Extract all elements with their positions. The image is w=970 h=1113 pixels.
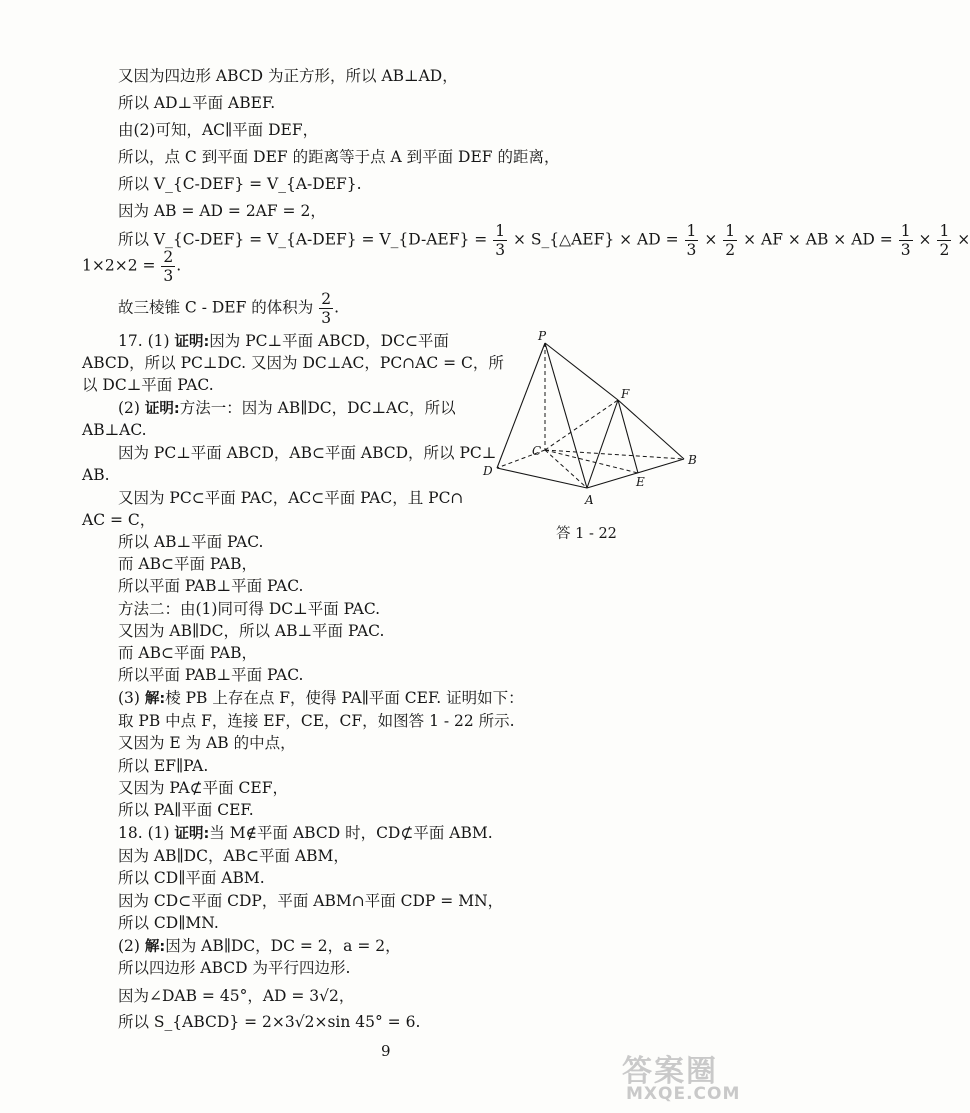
q18-part1-line: 18. (1) 证明:当 M∉平面 ABCD 时，CD⊄平面 ABM. [118,824,493,842]
vertex-label-a: A [585,493,594,507]
text-line: 所以，点 C 到平面 DEF 的距离等于点 A 到平面 DEF 的距离， [118,148,560,166]
vertex-label-d: D [483,464,493,478]
text-line: 又因为 E 为 AB 的中点， [118,734,296,752]
text-line: 所以平面 PAB⊥平面 PAC. [118,666,304,684]
volume-equation: 所以 V_{C-DEF} = V_{A-DEF} = V_{D-AEF} = $\frac{1}{3}$ × S_{△AEF} × AD = $\frac{1}{3}$ × $\frac{1}{2}$ × AF × AB × AD = $\frac{1}{3}$ × $\frac{1}{2}$ × [118,222,970,259]
text-line: AB. [82,466,110,484]
text-line: 所以 AB⊥平面 PAC. [118,533,264,551]
text-line: 取 PB 中点 F，连接 EF，CE，CF，如图答 1 - 22 所示. [118,712,515,730]
vertex-label-e: E [636,475,645,489]
text-line: ABCD，所以 PC⊥DC. 又因为 DC⊥AC，PC∩AC = C，所 [82,354,504,372]
edge-cf [545,400,618,450]
figure-caption: 答 1 - 22 [556,526,617,542]
text-line: 因为 PC⊥平面 ABCD，AB⊂平面 ABCD，所以 PC⊥ [118,444,497,462]
text-line: 而 AB⊂平面 PAB， [118,555,258,573]
text-line: 所以 CD∥MN. [118,914,219,932]
text-line: 因为∠DAB = 45°，AD = 3√2， [118,987,355,1005]
vertex-label-p: P [538,329,547,343]
text-line: 又因为 PA⊄平面 CEF， [118,779,288,797]
text-line: AB⊥AC. [82,421,147,439]
page-number: 9 [381,1042,391,1060]
text-line: 又因为四边形 ABCD 为正方形，所以 AB⊥AD， [118,67,458,85]
text-line: 所以 CD∥平面 ABM. [118,869,265,887]
fraction: $\frac{1}{2}$ [725,222,736,259]
edge-da [497,468,587,488]
edge-af [587,400,618,488]
text-line: 因为 AB = AD = 2AF = 2， [118,202,326,220]
fraction: $\frac{1}{3}$ [495,222,506,259]
watermark-url: MXQE.COM [626,1084,741,1104]
pyramid-figure [478,328,708,513]
text-line: 方法二：由(1)同可得 DC⊥平面 PAC. [118,600,381,618]
edge-pf [545,343,618,400]
edge-pa [545,343,587,488]
text-line: AC = C， [82,511,156,529]
text-line: 所以 PA∥平面 CEF. [118,801,254,819]
fraction: $\frac{1}{3}$ [900,222,911,259]
text-line: 所以 AD⊥平面 ABEF. [118,94,276,112]
text-line: 所以 V_{C-DEF} = V_{A-DEF}. [118,175,362,193]
text-line: 所以 S_{ABCD} = 2×3√2×sin 45° = 6. [118,1013,421,1031]
fraction: $\frac{1}{3}$ [686,222,697,259]
q17-part3-line: (3) 解:棱 PB 上存在点 F，使得 PA∥平面 CEF. 证明如下： [118,689,524,707]
edge-ce [545,450,638,473]
text-line: 所以四边形 ABCD 为平行四边形. [118,959,351,977]
edge-cb [545,450,684,459]
text-line: 又因为 AB∥DC，所以 AB⊥平面 PAC. [118,622,385,640]
text-line: 以 DC⊥平面 PAC. [82,376,214,394]
fraction: $\frac{1}{2}$ [939,222,950,259]
text-line: 而 AB⊂平面 PAB， [118,644,258,662]
text-line: 因为 CD⊂平面 CDP，平面 ABM∩平面 CDP = MN， [118,892,504,910]
edge-fb [618,400,684,459]
vertex-label-b: B [688,453,697,467]
q17-part1-line: 17. (1) 证明:因为 PC⊥平面 ABCD，DC⊂平面 [118,332,449,350]
q18-part2-line: (2) 解:因为 AB∥DC，DC = 2，a = 2， [118,937,401,955]
text-line: 所以平面 PAB⊥平面 PAC. [118,577,304,595]
watermark-logo: 答案圈 [622,1054,718,1089]
vertex-label-c: C [532,444,542,458]
volume-conclusion: 故三棱锥 C - DEF 的体积为 $\frac{2}{3}$ . [118,290,340,327]
fraction: $\frac{2}{3}$ [163,248,174,285]
text-line: 又因为 PC⊂平面 PAC，AC⊂平面 PAC，且 PC∩ [118,489,464,507]
fraction: $\frac{2}{3}$ [321,290,332,327]
text-line: 所以 EF∥PA. [118,757,209,775]
vertex-label-f: F [621,387,630,401]
text-line: 由(2)可知，AC∥平面 DEF， [118,121,319,139]
edge-fe [618,400,638,473]
continued-equation: 1×2×2 = $\frac{2}{3}$ . [82,248,182,285]
q17-part2-line: (2) 证明:方法一：因为 AB∥DC，DC⊥AC，所以 [118,399,456,417]
text-line: 因为 AB∥DC，AB⊂平面 ABM， [118,847,349,865]
